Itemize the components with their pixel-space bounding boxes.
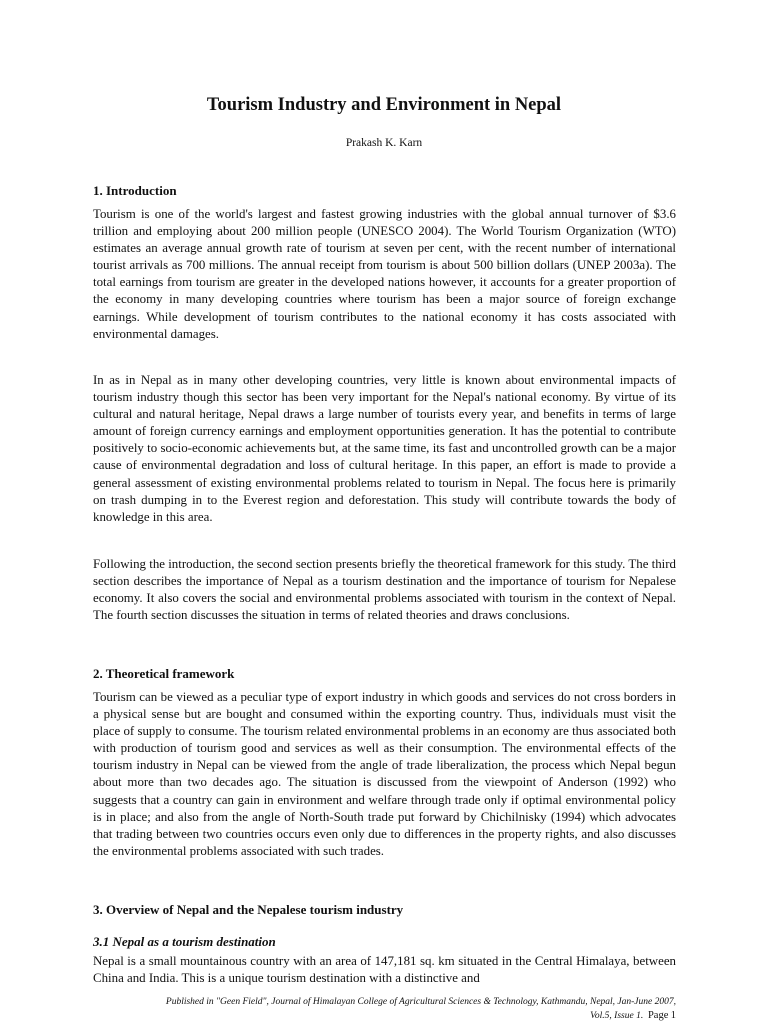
subsection-heading-destination: 3.1 Nepal as a tourism destination [93, 934, 276, 949]
paragraph-intro-1: Tourism is one of the world's largest and fastest growing industries with the global annual turnover of $3.6 trillion and employing about 200 million people (UNESCO 2004). The World Tourism Organization (WTO) estimates an average annual growth rate of tourism at seven per cent, with the recent number of international tourist arrivals as 700 millions. The annual receipt from tourism is about 500 billion dollars (UNEP 2003a). The total earnings from tourism are greater in the developed nations however, it accounts for a greater proportion of the economy in many developing countries where tourism has been a major source of foreign exchange earnings. While development of tourism contributes to the national economy it has costs associated with environmental damages. [93, 207, 676, 341]
footer-citation-volume: Vol.5, Issue 1. [590, 1011, 644, 1021]
paragraph-intro-3: Following the introduction, the second section presents briefly the theoretical framework for this study. The third section describes the importance of Nepal as a tourism destination and the importance of tourism for Nepalese economy. It also covers the social and environmental problems associated with tourism in the context of Nepal. The fourth section discusses the situation in terms of related theories and draws conclusions. [93, 557, 676, 623]
document-title: Tourism Industry and Environment in Nepal [206, 95, 562, 115]
paragraph-intro-2: In as in Nepal as in many other developing countries, very little is known about environmental impacts of tourism industry though this sector has been very important for the Nepal's national economy. By virtue of its cultural and natural heritage, Nepal draws a large number of tourists every year, and benefits in terms of large amount of foreign currency earnings and employment opportunities generation. It has the potential to contribute positively to socio-economic achievements but, at the same time, its fast and uncontrolled growth can be a major cause of environmental degradation and loss of cultural heritage. In this paper, an effort is made to provide a general assessment of existing environmental problems related to tourism in Nepal. The focus here is primarily on trash dumping in to the Everest region and deforestation. This study will contribute towards the body of knowledge in this area. [93, 373, 676, 524]
footer-citation-line-2 [76, 1009, 676, 1023]
page-footer [76, 996, 676, 1023]
footer-citation-line-1: Published in "Geen Field", Journal of Himalayan College of Agricultural Sciences & Technology, Kathmandu, Nepal, Jan-June 2007, [165, 997, 676, 1007]
section-heading-theoretical-framework: 2. Theoretical framework [93, 666, 235, 681]
paragraph-overview-1: Nepal is a small mountainous country with an area of 147,181 sq. km situated in the Central Himalaya, between China and India. This is a unique tourism destination with a distinctive and [93, 954, 676, 986]
section-heading-introduction: 1. Introduction [93, 183, 177, 198]
footer-page-number: 1 [670, 1010, 676, 1021]
paragraph-theory-1: Tourism can be viewed as a peculiar type of export industry in which goods and services do not cross borders in a physical sense but are bought and consumed within the exporting country. Thus, individuals must visit the place of supply to consume. The tourism related environmental problems in an economy are thus associated both with production of tourism good and services as well as their consumption. The environmental effects of the tourism industry in Nepal can be viewed from the angle of trade liberalization, the process which Nepal begun about more than two decades ago. The situation is discussed from the viewpoint of Anderson (1992) who suggests that a country can gain in environment and welfare through trade only if optimal environmental policy is in place; and also from the angle of North-South trade put forward by Chichilnisky (1994) which advocates that trading between two countries occurs even only due to differences in the property rights, and also discusses the environmental problems associated with such trades. [93, 690, 676, 858]
section-heading-overview: 3. Overview of Nepal and the Nepalese tourism industry [93, 902, 404, 917]
footer-page-label: Page [647, 1010, 669, 1021]
author-name: Prakash K. Karn [345, 137, 423, 149]
